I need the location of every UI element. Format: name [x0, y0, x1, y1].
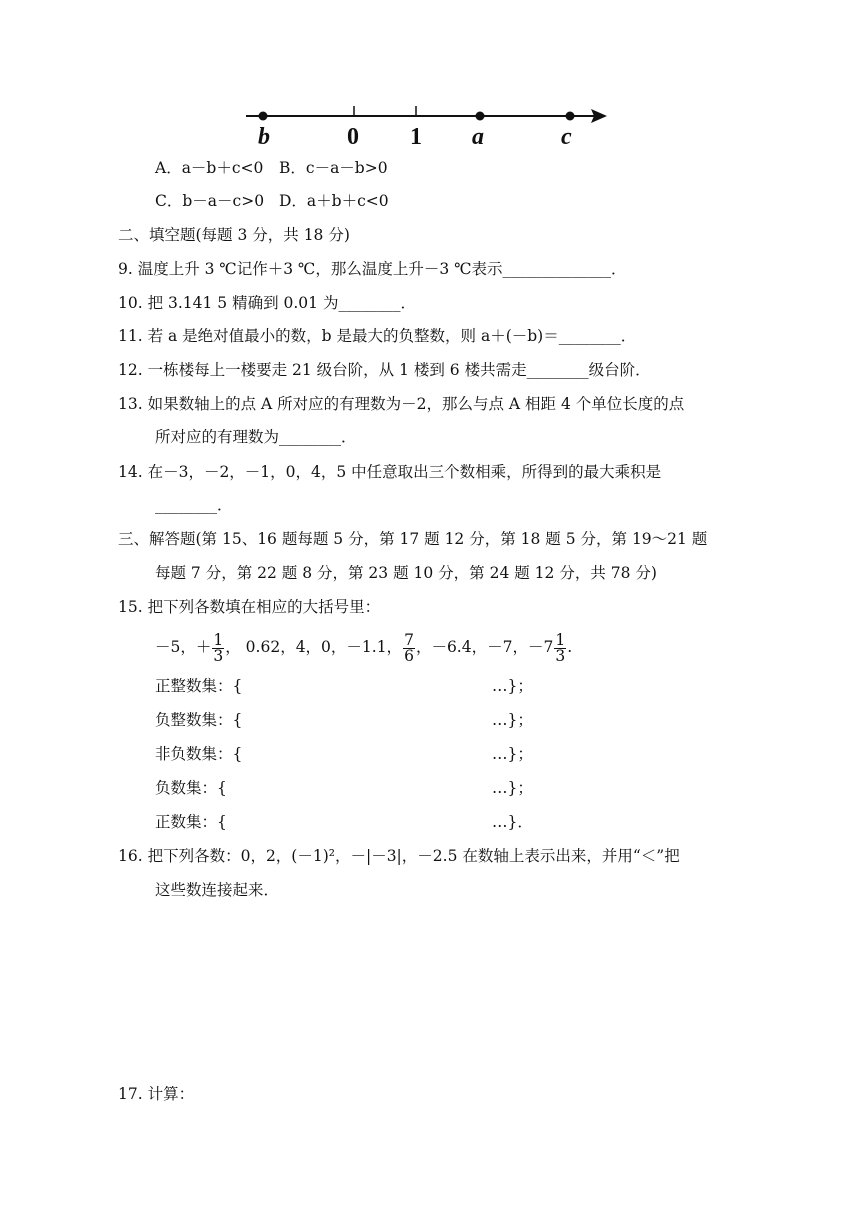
section3-heading-line2: 每题 7 分，第 22 题 8 分，第 23 题 10 分，第 24 题 12 分，共 78 分) — [155, 564, 657, 582]
point-a — [476, 112, 485, 121]
question-11: 11. 若 a 是绝对值最小的数，b 是最大的负整数，则 a＋(－b)＝________． — [118, 327, 637, 345]
set-positive-integer-label: 正整数集：{ — [155, 677, 243, 695]
fraction-mixed-one-third: $\frac{1}{3}$ — [555, 630, 566, 665]
numbers-part3: ，－6.4，－7，－7 — [415, 638, 554, 656]
set-negative-label: 负数集：{ — [155, 779, 227, 797]
option-b: B．c－a－b>0 — [279, 159, 388, 177]
set-non-negative-label: 非负数集：{ — [155, 745, 243, 763]
question-12: 12. 一栋楼每上一楼要走 21 级台阶，从 1 楼到 6 楼共需走________级台阶． — [118, 361, 651, 379]
set-negative-integer-label: 负整数集：{ — [155, 711, 243, 729]
question-10: 10. 把 3.141 5 精确到 0.01 为________． — [118, 294, 416, 312]
point-b — [259, 112, 268, 121]
numbers-part2: ， 0.62，4，0，－1.1， — [225, 638, 403, 656]
set-positive-end: …}． — [492, 813, 533, 831]
set-non-negative-end: …}； — [492, 745, 533, 763]
option-d: D．a＋b＋c<0 — [279, 192, 389, 210]
number-line-figure — [0, 0, 860, 160]
question-15-numbers — [155, 628, 572, 666]
question-9: 9. 温度上升 3 ℃记作＋3 ℃，那么温度上升－3 ℃表示______________． — [118, 260, 627, 278]
section2-heading: 二、填空题(每题 3 分，共 18 分) — [118, 226, 350, 244]
label-c: c — [561, 124, 572, 150]
label-a: a — [472, 124, 484, 150]
question-16-line1: 16. 把下列各数：0，2，(－1)²，－|－3|，－2.5 在数轴上表示出来，并用“＜”把 — [118, 847, 680, 865]
label-one: 1 — [410, 124, 422, 150]
numbers-part1: －5，＋ — [155, 638, 212, 656]
set-positive-integer-end: …}； — [492, 677, 533, 695]
question-14-line2: ________． — [155, 496, 233, 514]
section3-heading-line1: 三、解答题(第 15、16 题每题 5 分，第 17 题 12 分，第 18 题 5 分，第 19～21 题 — [118, 530, 708, 548]
fraction-one-third: $\frac{1}{3}$ — [213, 630, 224, 665]
set-positive-label: 正数集：{ — [155, 813, 227, 831]
label-zero: 0 — [347, 124, 359, 150]
question-13-line2: 所对应的有理数为________． — [155, 428, 357, 446]
question-17: 17. 计算： — [118, 1085, 195, 1103]
set-negative-end: …}； — [492, 779, 533, 797]
question-15-title: 15. 把下列各数填在相应的大括号里： — [118, 598, 381, 616]
fraction-seven-sixths: $\frac{7}{6}$ — [404, 630, 414, 665]
point-c — [566, 112, 575, 121]
numbers-part4: . — [567, 638, 573, 656]
question-13-line1: 13. 如果数轴上的点 A 所对应的有理数为－2，那么与点 A 相距 4 个单位长度的点 — [118, 395, 685, 413]
label-b: b — [258, 124, 270, 150]
question-14-line1: 14. 在－3，－2，－1，0，4，5 中任意取出三个数相乘，所得到的最大乘积是 — [118, 463, 662, 481]
option-c: C．b－a－c>0 — [155, 192, 265, 210]
set-negative-integer-end: …}； — [492, 711, 533, 729]
question-16-line2: 这些数连接起来． — [155, 881, 280, 899]
option-a: A．a－b＋c<0 — [155, 159, 264, 177]
